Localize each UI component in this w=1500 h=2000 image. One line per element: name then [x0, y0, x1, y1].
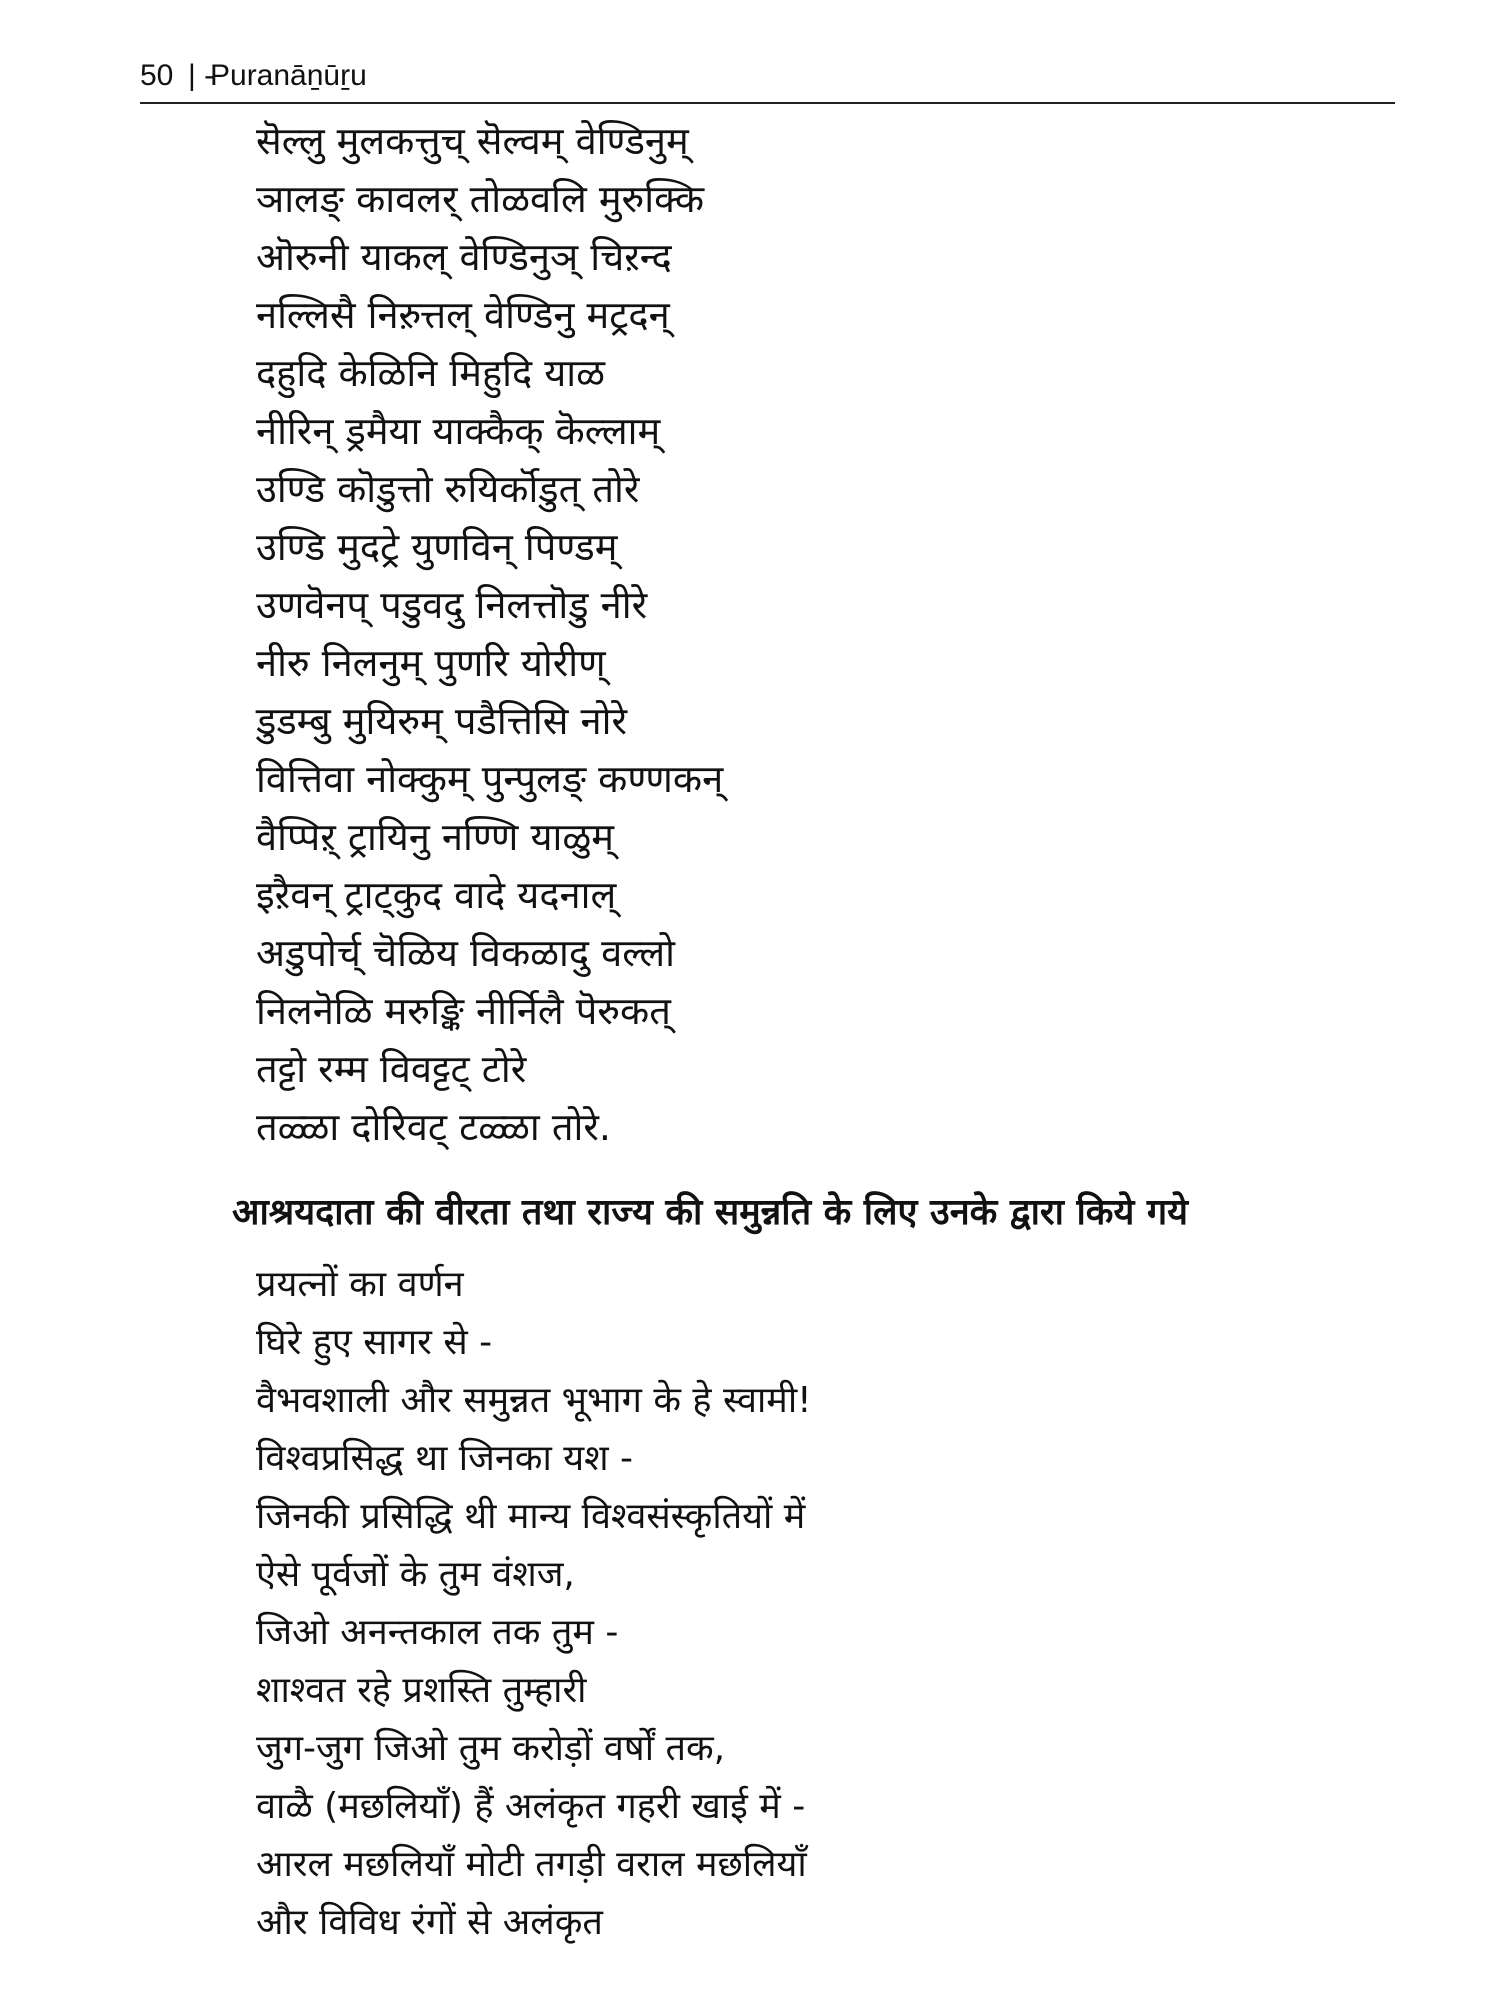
header-separator: | - — [188, 59, 215, 92]
translation-line: ऐसे पूर्वजों के तुम वंशज, — [256, 1554, 575, 1595]
translation-line: जिनकी प्रसिद्धि थी मान्य विश्वसंस्कृतियों में — [256, 1496, 806, 1537]
verse-line: ञालङ् कावलर् तोळवलि मुरुक्कि — [256, 177, 705, 221]
verse-line: वित्तिवा नोक्कुम् पुन्पुलङ् कण्णकन् — [256, 757, 724, 801]
verse-line: अडुपोर्च् चॆळिय विकळादु वल्लो — [256, 931, 675, 975]
verse-line: सॆल्लु मुलकत्तुच् सॆल्वम् वेण्डिनुम् — [256, 119, 689, 163]
translation-line: प्रयत्नों का वर्णन — [256, 1264, 464, 1305]
verse-line: नीरिन् ड्रमैया याक्कैक् कॆल्लाम् — [256, 409, 661, 453]
verse-line: दहुदि केळिनि मिहुदि याळ — [256, 351, 605, 395]
verse-line: उणवॆनप् पडुवदु निलत्तॊडु नीरे — [256, 583, 648, 627]
verse-line: इऱैवन् ट्राट्कुद वादे यदनाल् — [256, 873, 617, 917]
translation-line: वाळै (मछलियाँ) हैं अलंकृत गहरी खाई में - — [256, 1786, 806, 1827]
translation-line: और विविध रंगों से अलंकृत — [256, 1902, 603, 1943]
translation-line: आरल मछलियाँ मोटी तगड़ी वराल मछलियाँ — [256, 1844, 807, 1885]
verse-line: तट्टो रम्म विवट्टट् टोरे — [256, 1047, 527, 1091]
verse-line: नीरु निलनुम् पुणरि योरीण् — [256, 641, 606, 685]
verse-line: वैप्पिऱ् ट्रायिनु नण्णि याळुम् — [256, 815, 614, 859]
translation-line: वैभवशाली और समुन्नत भूभाग के हे स्वामी! — [256, 1380, 812, 1421]
page-number: 50 — [140, 59, 174, 92]
verse-line: निलनॆळि मरुङ्कि नीर्निलै पॆरुकत् — [256, 989, 671, 1033]
translation-line: शाश्वत रहे प्रशस्ति तुम्हारी — [256, 1670, 587, 1711]
verse-line: ऒरुनी याकल् वेण्डिनुञ् चिऱन्द — [256, 235, 672, 279]
translation-block — [256, 1256, 1256, 1952]
verse-line: उण्डि कॊडुत्तो रुयिर्कॊडुत् तोरे — [256, 467, 640, 511]
verse-line: उण्डि मुदट्रे युणविन् पिण्डम् — [256, 525, 618, 569]
verse-line: नल्लिसै निऱुत्तल् वेण्डिनु मट्रदन् — [256, 293, 670, 337]
translation-line: जुग-जुग जिओ तुम करोड़ों वर्षों तक, — [256, 1728, 726, 1769]
verse-line: तळ्ळा दोरिवट् टळ्ळा तोरे. — [256, 1105, 611, 1149]
page-header — [140, 56, 1395, 104]
verse-line: डुडम्बु मुयिरुम् पडैत्तिसि नोरे — [256, 699, 628, 743]
translation-line: घिरे हुए सागर से - — [256, 1322, 493, 1363]
section-heading: आश्रयदाता की वीरता तथा राज्य की समुन्नति के लिए उनके द्वारा किये गये — [232, 1192, 1189, 1233]
translation-line: जिओ अनन्तकाल तक तुम - — [256, 1612, 619, 1653]
book-title: Puranāṉūṟu — [210, 59, 367, 92]
verse-block — [256, 112, 1256, 1156]
translation-line: विश्वप्रसिद्ध था जिनका यश - — [256, 1438, 634, 1479]
